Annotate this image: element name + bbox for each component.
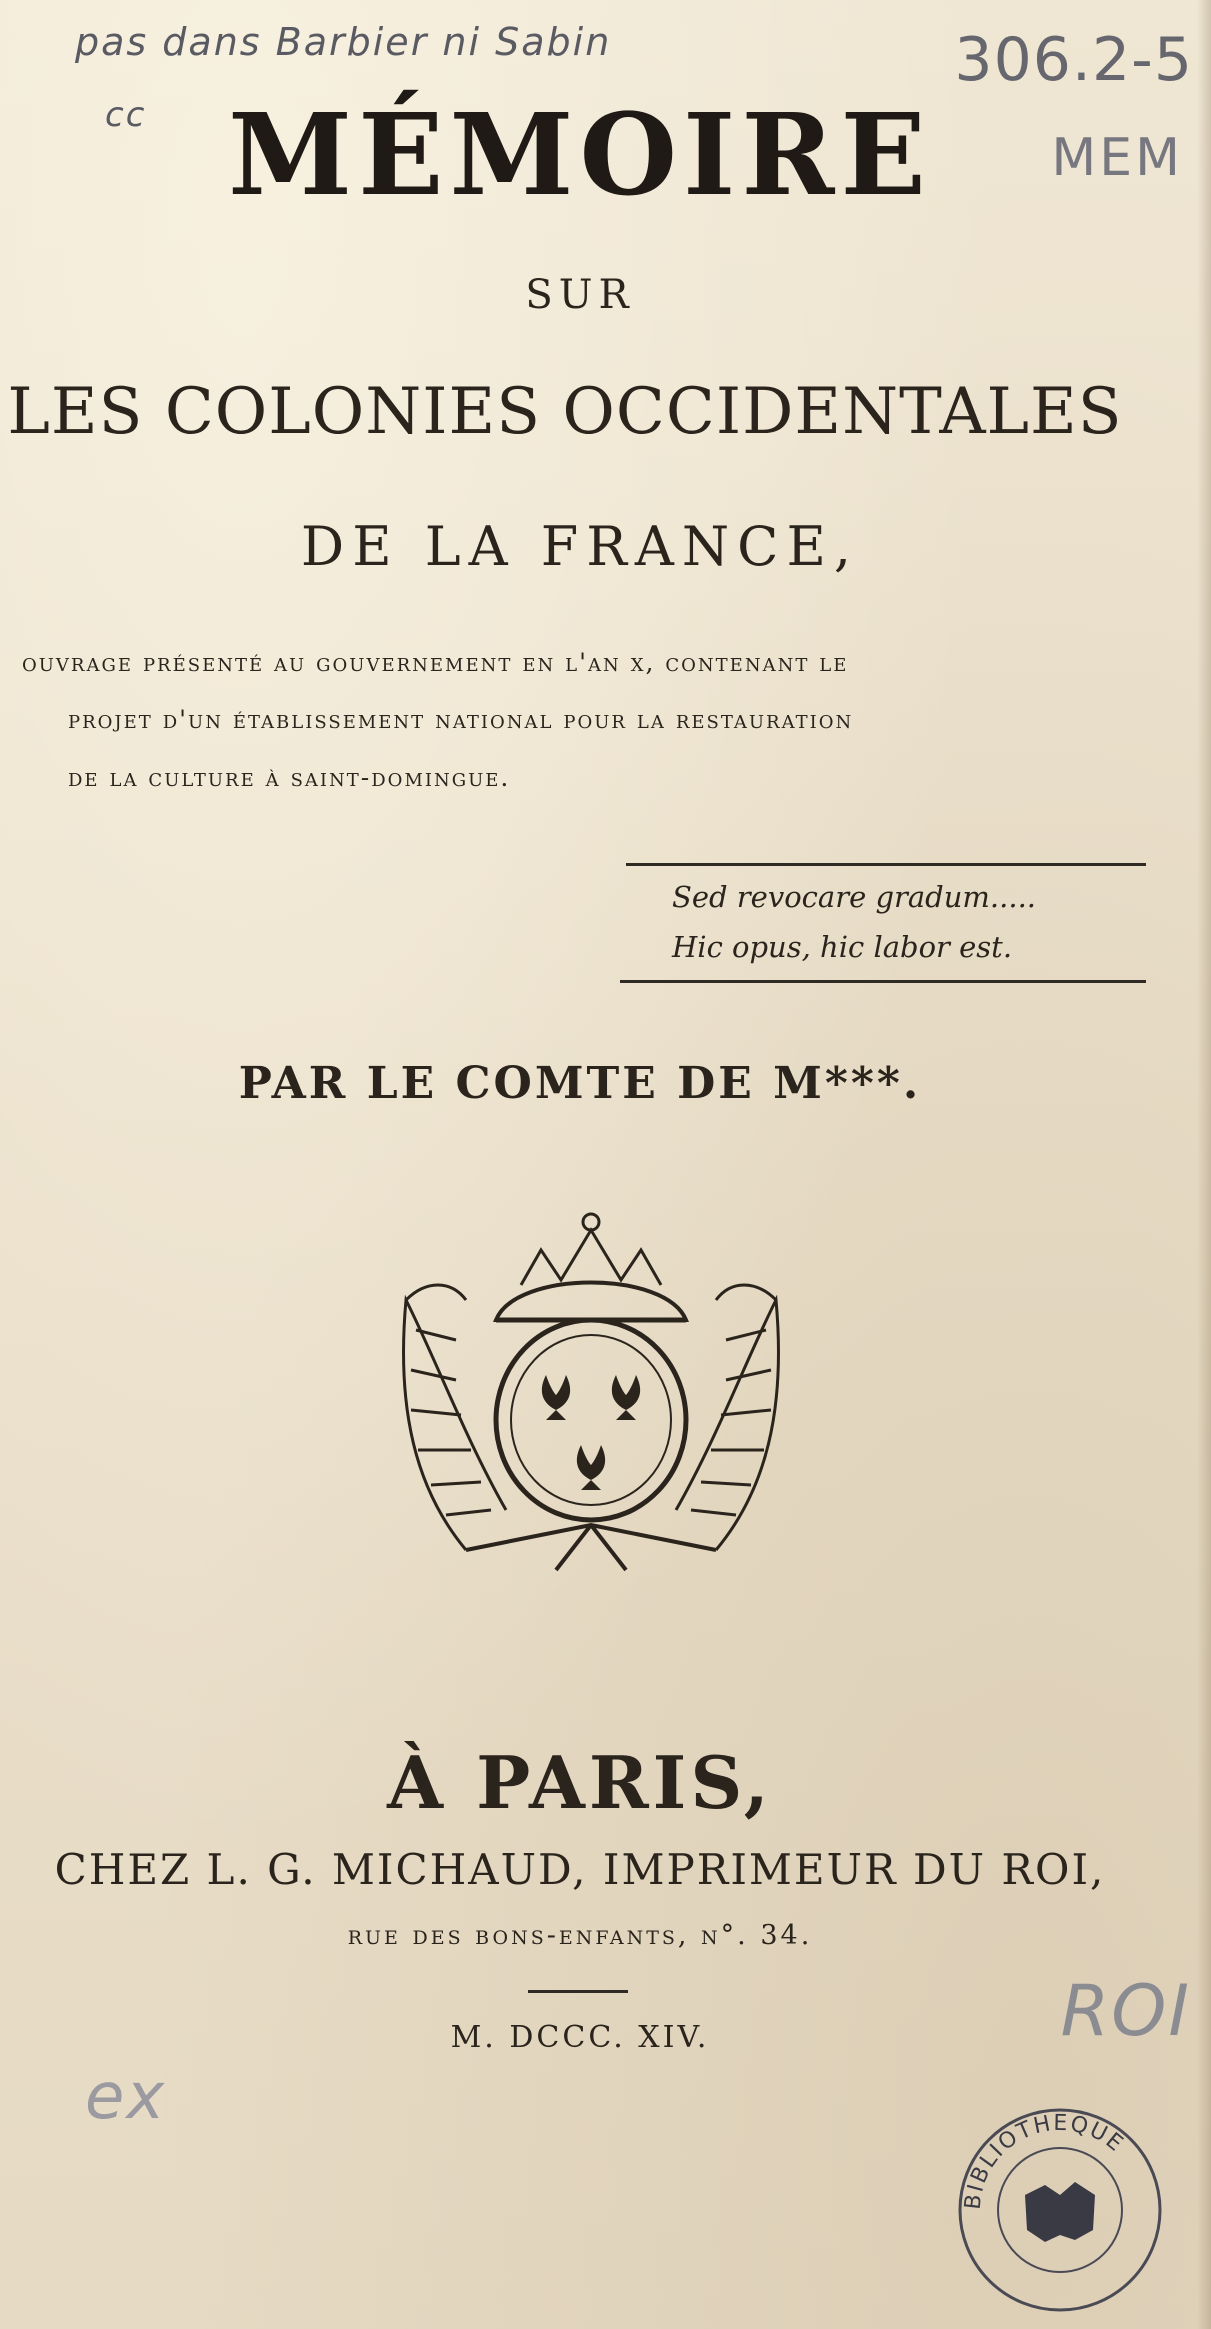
subtitle-line-2: DE LA FRANCE, — [300, 515, 860, 578]
epigraph-rule-bottom — [620, 980, 1146, 983]
stamp-text: BIBLIOTHEQUE — [960, 2110, 1129, 2211]
epigraph-rule-top — [626, 863, 1146, 866]
description-line: ouvrage présenté au gouvernement en l'an x, contenant le — [22, 648, 849, 677]
imprint-street: rue des bons-enfants, n°. 34. — [347, 1920, 813, 1951]
book-title: MÉMOIRE — [228, 90, 932, 221]
description-line: projet d'un établissement national pour la restauration — [68, 705, 854, 734]
library-stamp-icon — [945, 2090, 1175, 2320]
title-connector: SUR — [525, 272, 635, 318]
handwritten-ex: ex — [85, 2060, 167, 2134]
handwritten-note: pas dans Barbier ni Sabin — [75, 20, 612, 64]
imprint-year: M. DCCC. XIV. — [450, 2020, 710, 2055]
royal-arms-icon — [396, 1210, 786, 1580]
handwritten-roi: ROI — [1060, 1970, 1191, 2052]
epigraph-line: Sed revocare gradum..... — [672, 880, 1037, 914]
book-subtitle: LES COLONIES OCCIDENTALES — [7, 375, 1123, 449]
imprint-city: À PARIS, — [387, 1740, 773, 1825]
handwritten-call-code: MEM — [1051, 128, 1183, 188]
author-line: PAR LE COMTE DE M***. — [238, 1058, 922, 1109]
imprint-printer: CHEZ L. G. MICHAUD, IMPRIMEUR DU ROI, — [54, 1845, 1106, 1894]
epigraph-line: Hic opus, hic labor est. — [672, 930, 1013, 964]
handwritten-cc: cc — [105, 95, 147, 135]
page-edge-shadow — [1197, 0, 1211, 2329]
description-line: de la culture à saint-domingue. — [68, 763, 511, 792]
imprint-rule — [528, 1990, 628, 1993]
handwritten-call-number: 306.2-5 — [954, 25, 1193, 95]
